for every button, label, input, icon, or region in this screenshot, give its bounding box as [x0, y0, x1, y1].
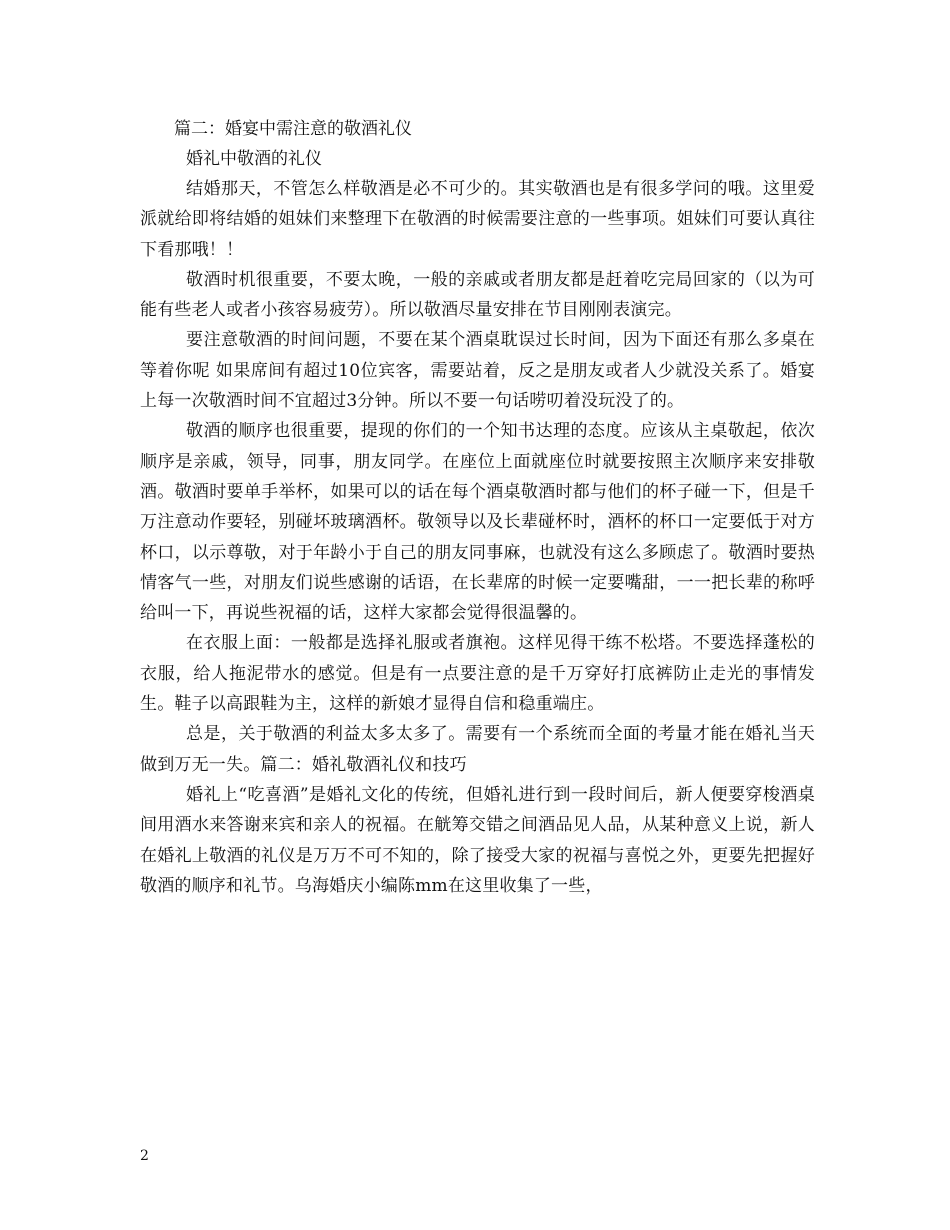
- page-number: 2: [140, 1148, 149, 1164]
- paragraph-duration: 要注意敬酒的时间问题，不要在某个酒桌耽误过长时间，因为下面还有那么多桌在等着你呢 如果席间有超过10位宾客，需要站着，反之是朋友或者人少就没关系了。婚宴上每一次敬酒时间不宜超过3分钟。所以不要一句话唠叨着没玩没了的。: [140, 330, 815, 412]
- paragraph-intro: 结婚那天，不管怎么样敬酒是必不可少的。其实敬酒也是有很多学问的哦。这里爱派就给即将结婚的姐妹们来整理下在敬酒的时候需要注意的一些事项。姐妹们可要认真往下看那哦！！: [140, 179, 815, 260]
- document-body: [140, 114, 815, 901]
- section-heading: 篇二：婚宴中需注意的敬酒礼仪: [174, 119, 412, 139]
- paragraph-clothing: 在衣服上面：一般都是选择礼服或者旗袍。这样见得干练不松塔。不要选择蓬松的衣服，给人拖泥带水的感觉。但是有一点要注意的是千万穿好打底裤防止走光的事情发生。鞋子以高跟鞋为主，这样的新娘才显得自信和稳重端庄。: [140, 633, 815, 715]
- paragraph-order: 敬酒的顺序也很重要，提现的你们的一个知书达理的态度。应该从主桌敬起，依次顺序是亲戚，领导，同事，朋友同学。在座位上面就座位时就要按照主次顺序来安排敬酒。敬酒时要单手举杯，如果可以的话在每个酒桌敬酒时都与他们的杯子碰一下，但是千万注意动作要轻，别碰坏玻璃酒杯。敬领导以及长辈碰杯时，酒杯的杯口一定要低于对方杯口，以示尊敬，对于年龄小于自己的朋友同事麻，也就没有这么多顾虑了。敬酒时要热情客气一些，对朋友们说些感谢的话语，在长辈席的时候一定要嘴甜，一一把长辈的称呼给叫一下，再说些祝福的话，这样大家都会觉得很温馨的。: [140, 421, 815, 624]
- section-sub-heading: 婚礼中敬酒的礼仪: [186, 149, 322, 169]
- paragraph-tradition: 婚礼上“吃喜酒”是婚礼文化的传统，但婚礼进行到一段时间后，新人便要穿梭酒桌间用酒水来答谢来宾和亲人的祝福。在觥筹交错之间酒品见人品，从某种意义上说，新人在婚礼上敬酒的礼仪是万万不可不知的，除了接受大家的祝福与喜悦之外，更要先把握好敬酒的顺序和礼节。乌海婚庆小编陈mm在这里收集了一些，: [140, 784, 815, 896]
- paragraph-summary: 总是，关于敬酒的利益太多太多了。需要有一个系统而全面的考量才能在婚礼当天做到万无一失。篇二：婚礼敬酒礼仪和技巧: [140, 724, 815, 775]
- paragraph-timing: 敬酒时机很重要，不要太晚，一般的亲戚或者朋友都是赶着吃完局回家的（以为可能有些老人或者小孩容易疲劳）。所以敬酒尽量安排在节目刚刚表演完。: [140, 269, 815, 321]
